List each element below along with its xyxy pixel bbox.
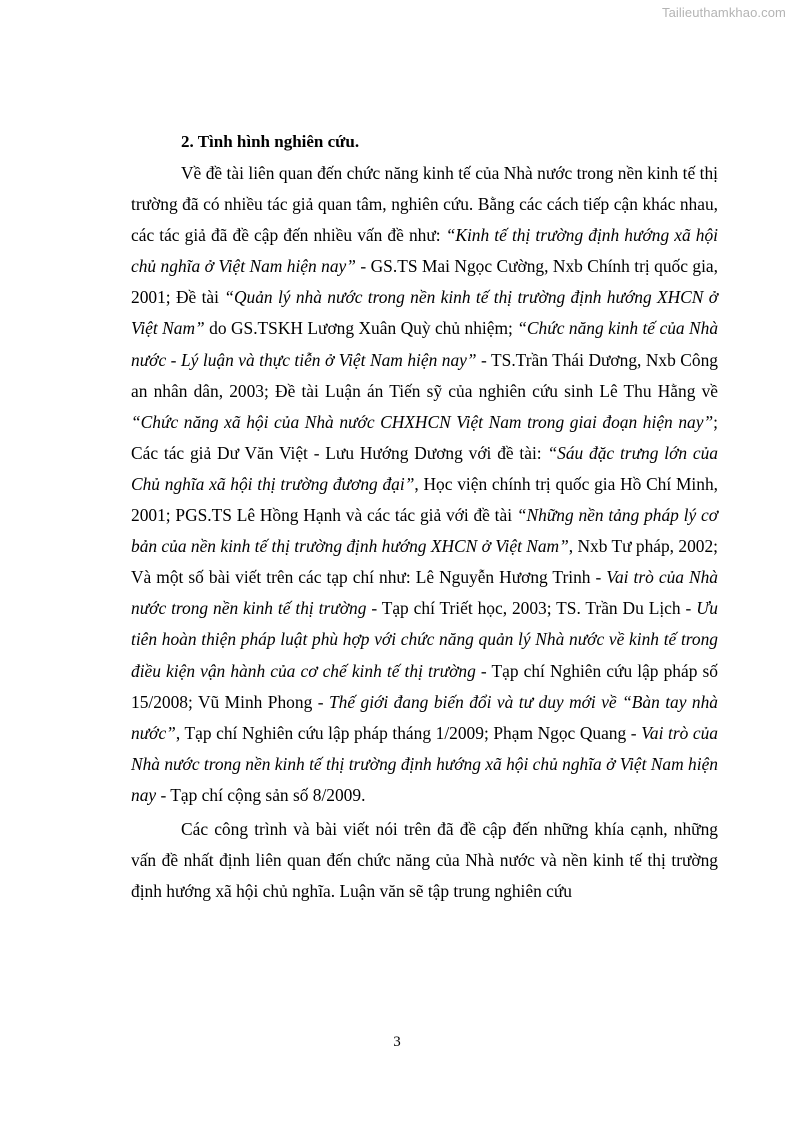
cited-title-text: “Sáu đặc trưng lớn của Chủ nghĩa xã hội thị trường đương đại” <box>131 442 719 494</box>
cited-title-text: Vai trò của Nhà nước trong nền kinh tế thị trường <box>131 567 718 619</box>
cited-title-text: “Quản lý nhà nước trong nền kinh tế thị trường định hướng XHCN ở Việt Nam” <box>131 287 718 339</box>
document-body <box>131 131 718 907</box>
body-text: , Tạp chí Nghiên cứu lập pháp tháng 1/2009; Phạm Ngọc Quang - <box>175 722 642 743</box>
body-text: , Học viện chính trị quốc gia Hồ Chí Minh, 2001; PGS.TS Lê Hồng Hạnh và các tác giả với đề tài <box>131 473 718 526</box>
paragraph-literature-review <box>131 158 718 811</box>
body-text: , Nxb Tư pháp, 2002; Và một số bài viết trên các tạp chí như: Lê Nguyễn Hương Trinh - <box>131 536 718 588</box>
body-text: - GS.TS Mai Ngọc Cường, Nxb Chính trị quốc gia, 2001; Đề tài <box>131 256 718 308</box>
body-text: ; Các tác giả Dư Văn Việt - Lưu Hướng Dương với đề tài: <box>131 411 718 463</box>
body-text: do GS.TSKH Lương Xuân Quỳ chủ nhiệm; <box>204 318 518 339</box>
cited-title-text: “Chức năng xã hội của Nhà nước CHXHCN Việt Nam trong giai đoạn hiện nay” <box>131 411 714 432</box>
page-number: 3 <box>393 1034 401 1050</box>
cited-title-text: Ưu tiên hoàn thiện pháp luật phù hợp với chức năng quản lý Nhà nước về kinh tế trong điều kiện vận hành của cơ chế kinh tế thị trường <box>131 598 718 681</box>
paragraph-summary: Các công trình và bài viết nói trên đã đề cập đến những khía cạnh, những vấn đề nhất định liên quan đến chức năng của Nhà nước và nền kinh tế thị trường định hướng xã hội chủ nghĩa. Luận văn sẽ tập trung nghiên cứu <box>131 818 718 902</box>
body-text: Về đề tài liên quan đến chức năng kinh tế của Nhà nước trong nền kinh tế thị trường đã có nhiều tác giả quan tâm, nghiên cứu. Bằng các cách tiếp cận khác nhau, các tác giả đã đề cập đến nhiều vấn đề như: <box>131 163 718 246</box>
cited-title-text: Vai trò của Nhà nước trong nền kinh tế thị trường định hướng xã hội chủ nghĩa ở Việt Nam hiện nay <box>131 722 718 805</box>
watermark: Tailieuthamkhao.com <box>661 5 786 20</box>
cited-title-text: “Chức năng kinh tế của Nhà nước - Lý luận và thực tiễn ở Việt Nam hiện nay” <box>131 318 719 370</box>
cited-title-text: “Những nền tảng pháp lý cơ bản của nền kinh tế thị trường định hướng XHCN ở Việt Nam” <box>131 505 718 557</box>
body-text: - Tạp chí Nghiên cứu lập pháp số 15/2008; Vũ Minh Phong - <box>131 660 718 712</box>
cited-title-text: “Kinh tế thị trường định hướng xã hội chủ nghĩa ở Việt Nam hiện nay” <box>131 225 719 277</box>
body-text: - TS.Trần Thái Dương, Nxb Công an nhân dân, 2003; Đề tài Luận án Tiến sỹ của nghiên cứu sinh Lê Thu Hằng về <box>131 349 718 401</box>
section-heading: 2. Tình hình nghiên cứu. <box>181 132 360 151</box>
body-text: - Tạp chí Triết học, 2003; TS. Trần Du Lịch - <box>366 598 697 619</box>
body-text: - Tạp chí cộng sản số 8/2009. <box>156 784 366 805</box>
cited-title-text: Thế giới đang biến đổi và tư duy mới về “Bàn tay nhà nước” <box>131 691 719 743</box>
